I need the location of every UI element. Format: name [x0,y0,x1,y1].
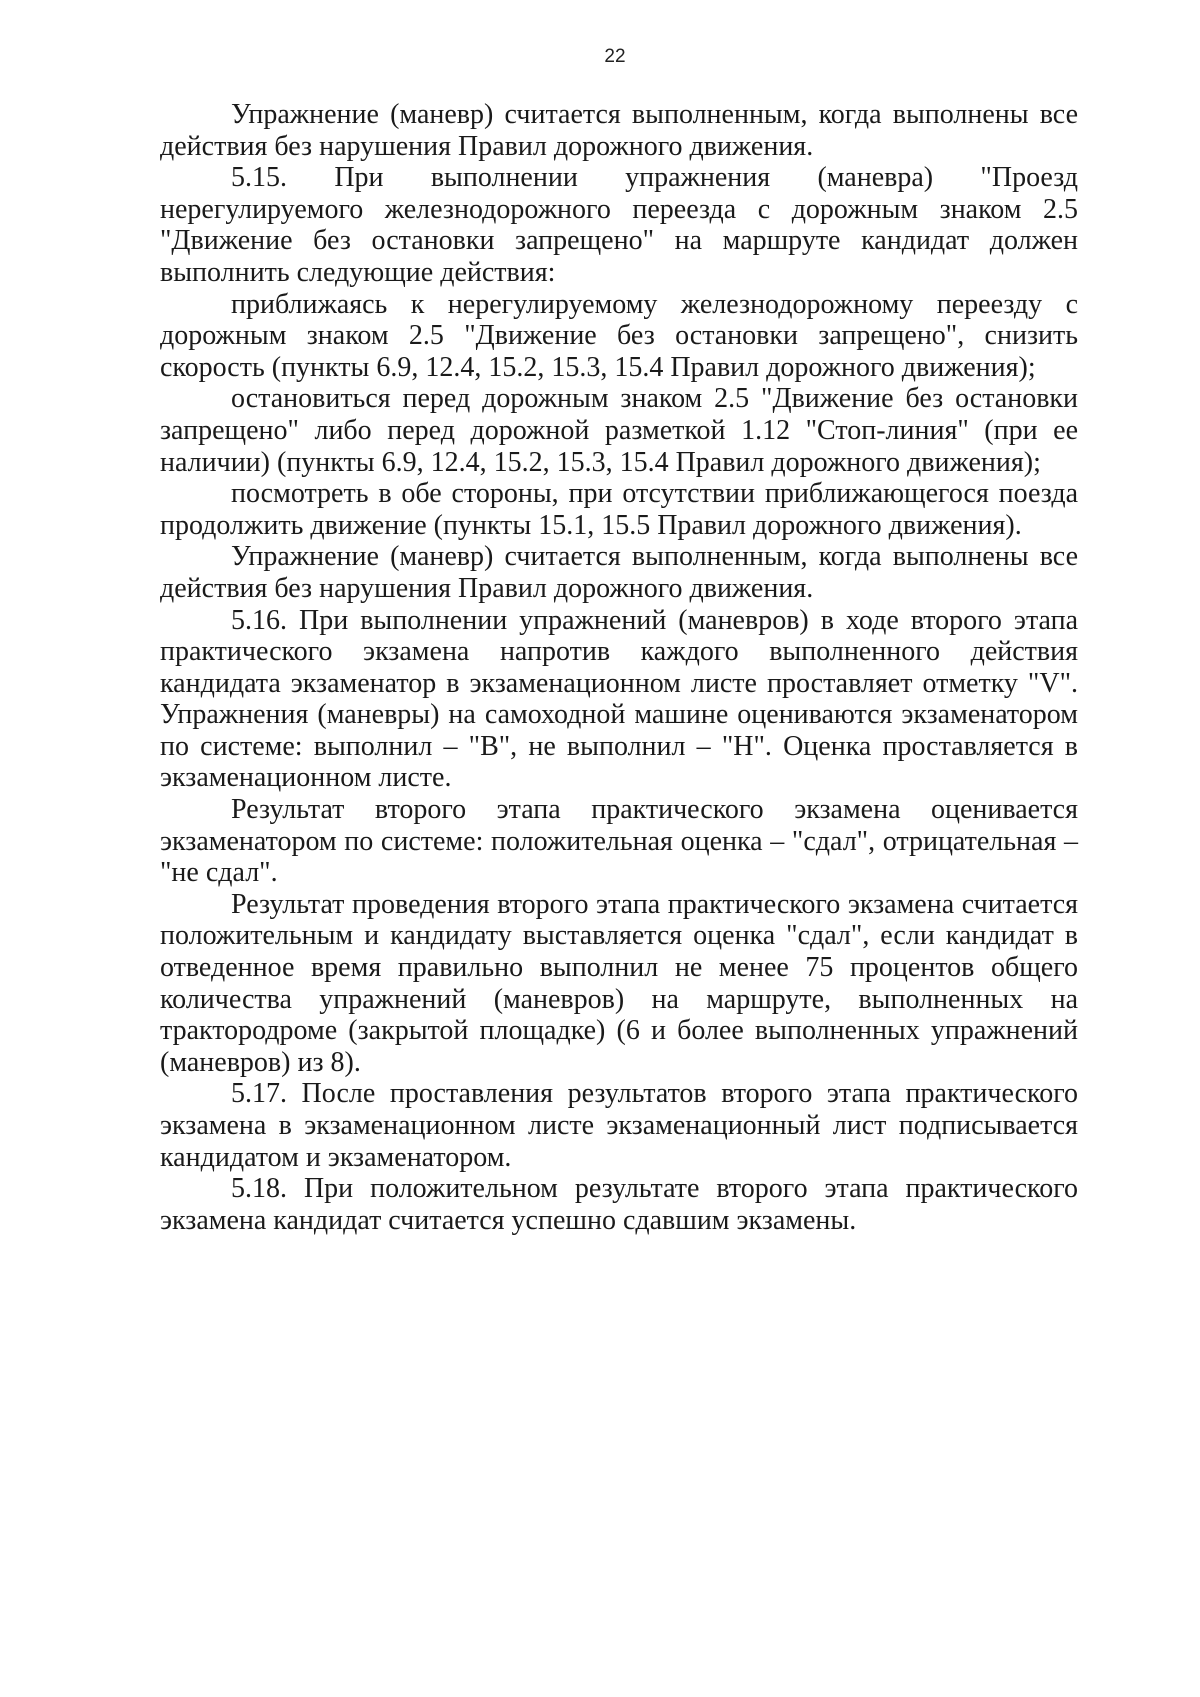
paragraph-5-15-stop: остановиться перед дорожным знаком 2.5 "Движение без остановки запрещено" либо перед дорожной разметкой 1.12 "Стоп-линия" (при ее наличии) (пункты 6.9, 12.4, 15.2, 15.3, 15.4 Правил дорожного движения); [160,383,1078,478]
paragraph-5-17: 5.17. После проставления результатов второго этапа практического экзамена в экзаменационном листе экзаменационный лист подписывается кандидатом и экзаменатором. [160,1078,1078,1173]
paragraph-5-15-look: посмотреть в обе стороны, при отсутствии приближающегося поезда продолжить движение (пункты 15.1, 15.5 Правил дорожного движения). [160,478,1078,541]
paragraph-result-evaluation: Результат второго этапа практического экзамена оценивается экзаменатором по системе: положительная оценка – "сдал", отрицательная – "не сдал". [160,794,1078,889]
paragraph-result-positive: Результат проведения второго этапа практического экзамена считается положительным и кандидату выставляется оценка "сдал", если кандидат в отведенное время правильно выполнил не менее 75 процентов общего количества упражнений (маневров) на маршруте, выполненных на трактородроме (закрытой площадке) (6 и более выполненных упражнений (маневров) из 8). [160,888,1078,1078]
paragraph-exercise-completed-1: Упражнение (маневр) считается выполненным, когда выполнены все действия без нарушения Правил дорожного движения. [160,99,1078,162]
paragraph-5-18: 5.18. При положительном результате второго этапа практического экзамена кандидат считается успешно сдавшим экзамены. [160,1173,1078,1236]
paragraph-5-15: 5.15. При выполнении упражнения (маневра) "Проезд нерегулируемого железнодорожного переезда с дорожным знаком 2.5 "Движение без остановки запрещено" на маршруте кандидат должен выполнить следующие действия: [160,162,1078,288]
paragraph-5-16: 5.16. При выполнении упражнений (маневров) в ходе второго этапа практического экзамена напротив каждого выполненного действия кандидата экзаменатор в экзаменационном листе проставляет отметку "V". Упражнения (маневры) на самоходной машине оцениваются экзаменатором по системе: выполнил – "В", не выполнил – "Н". Оценка проставляется в экзаменационном листе. [160,604,1078,794]
paragraph-exercise-completed-2: Упражнение (маневр) считается выполненным, когда выполнены все действия без нарушения Правил дорожного движения. [160,541,1078,604]
paragraph-5-15-approach: приближаясь к нерегулируемому железнодорожному переезду с дорожным знаком 2.5 "Движение без остановки запрещено", снизить скорость (пункты 6.9, 12.4, 15.2, 15.3, 15.4 Правил дорожного движения); [160,288,1078,383]
page-number: 22 [604,46,626,67]
document-body [160,99,1078,1236]
